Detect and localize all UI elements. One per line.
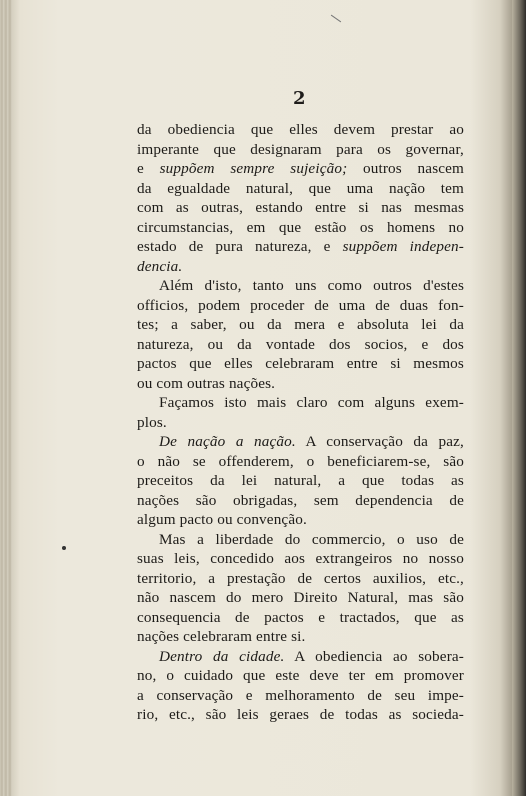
- text-line: [137, 276, 464, 296]
- text-line: [137, 179, 464, 199]
- text-segment: rio, etc., são leis geraes de todas as socieda-: [137, 706, 464, 723]
- text-line: [137, 257, 464, 277]
- text-line: [137, 374, 464, 394]
- text-segment: consequencia de pactos e tractados, que as: [137, 608, 464, 626]
- text-line: [137, 413, 464, 433]
- text-segment: circumstancias, em que estão os homens no: [137, 218, 464, 236]
- text-segment: a conservação e melhoramento de seu impe-: [137, 686, 464, 704]
- text-segment: officios, podem proceder de uma de duas fon-: [137, 296, 464, 314]
- page-stack-left-edge: [0, 0, 12, 796]
- text-segment: nações são obrigadas, sem dependencia de: [137, 491, 464, 509]
- text-line: [137, 452, 464, 472]
- text-line: [137, 627, 464, 647]
- text-segment: imperante que designaram para os governar,: [137, 140, 464, 158]
- text-segment: Além d'isto, tanto uns como outros d'estes: [159, 277, 464, 294]
- text-line: [137, 315, 464, 335]
- text-line: [137, 159, 464, 179]
- text-segment: territorio, a prestação de certos auxilios, etc.,: [137, 569, 464, 587]
- text-segment: tes; a saber, ou da mera e absoluta lei da: [137, 316, 464, 333]
- text-segment: Façamos isto mais claro com alguns exem-: [159, 394, 464, 411]
- text-segment: natureza, ou da vontade dos socios, e dos: [137, 335, 464, 353]
- book-spine-shadow: [512, 0, 526, 796]
- text-segment: preceitos da lei natural, a que todas as: [137, 472, 464, 489]
- text-line: [137, 530, 464, 550]
- text-segment: da egualdade natural, que uma nação tem: [137, 179, 464, 197]
- text-segment: Mas a liberdade do commercio, o uso de: [159, 530, 464, 548]
- text-line: [137, 608, 464, 628]
- text-segment: plos.: [137, 413, 167, 431]
- paper-mark: [331, 15, 341, 23]
- text-line: [137, 335, 464, 355]
- text-line: [137, 237, 464, 257]
- text-segment: não nascem do mero Direito Natural, mas são: [137, 589, 464, 606]
- text-line: [137, 705, 464, 725]
- text-segment: nações celebraram entre si.: [137, 628, 306, 645]
- text-line: [137, 471, 464, 491]
- text-line: [137, 666, 464, 686]
- text-line: [137, 296, 464, 316]
- italic-text: suppõem sempre sujeição;: [159, 160, 348, 177]
- text-line: [137, 569, 464, 589]
- italic-text: De nação a nação.: [159, 433, 296, 450]
- text-segment: ou com outras nações.: [137, 374, 276, 392]
- text-segment: pactos que elles celebraram entre si mesmos: [137, 355, 464, 372]
- ink-speck: [62, 546, 66, 550]
- text-segment: com as outras, estando entre si nas mesmas: [137, 199, 464, 216]
- italic-text: suppõem indepen-: [342, 238, 464, 255]
- text-line: [137, 218, 464, 238]
- italic-text: dencia.: [137, 257, 183, 275]
- text-segment: outros nascem: [347, 160, 464, 177]
- text-segment: algum pacto ou convenção.: [137, 511, 307, 528]
- text-line: [137, 588, 464, 608]
- body-text: [137, 120, 464, 725]
- text-line: [137, 686, 464, 706]
- page-number: 2: [293, 88, 306, 109]
- text-segment: da obediencia que elles devem prestar ao: [137, 121, 464, 138]
- text-segment: A conservação da paz,: [295, 433, 464, 450]
- text-segment: A obediencia ao sobera-: [284, 647, 464, 665]
- text-segment: e: [137, 160, 160, 177]
- text-segment: no, o cuidado que este deve ter em promover: [137, 667, 464, 684]
- text-segment: o não se offenderem, o beneficiarem-se, são: [137, 452, 464, 470]
- text-line: [137, 120, 464, 140]
- text-line: [137, 393, 464, 413]
- text-line: [137, 354, 464, 374]
- text-line: [137, 198, 464, 218]
- text-line: [137, 432, 464, 452]
- italic-text: Dentro da cidade.: [159, 647, 285, 665]
- text-segment: estado de pura natureza, e: [137, 238, 343, 255]
- text-segment: suas leis, concedido aos extrangeiros no nosso: [137, 550, 464, 567]
- text-line: [137, 140, 464, 160]
- text-line: [137, 549, 464, 569]
- text-line: [137, 510, 464, 530]
- text-line: [137, 491, 464, 511]
- text-line: [137, 647, 464, 667]
